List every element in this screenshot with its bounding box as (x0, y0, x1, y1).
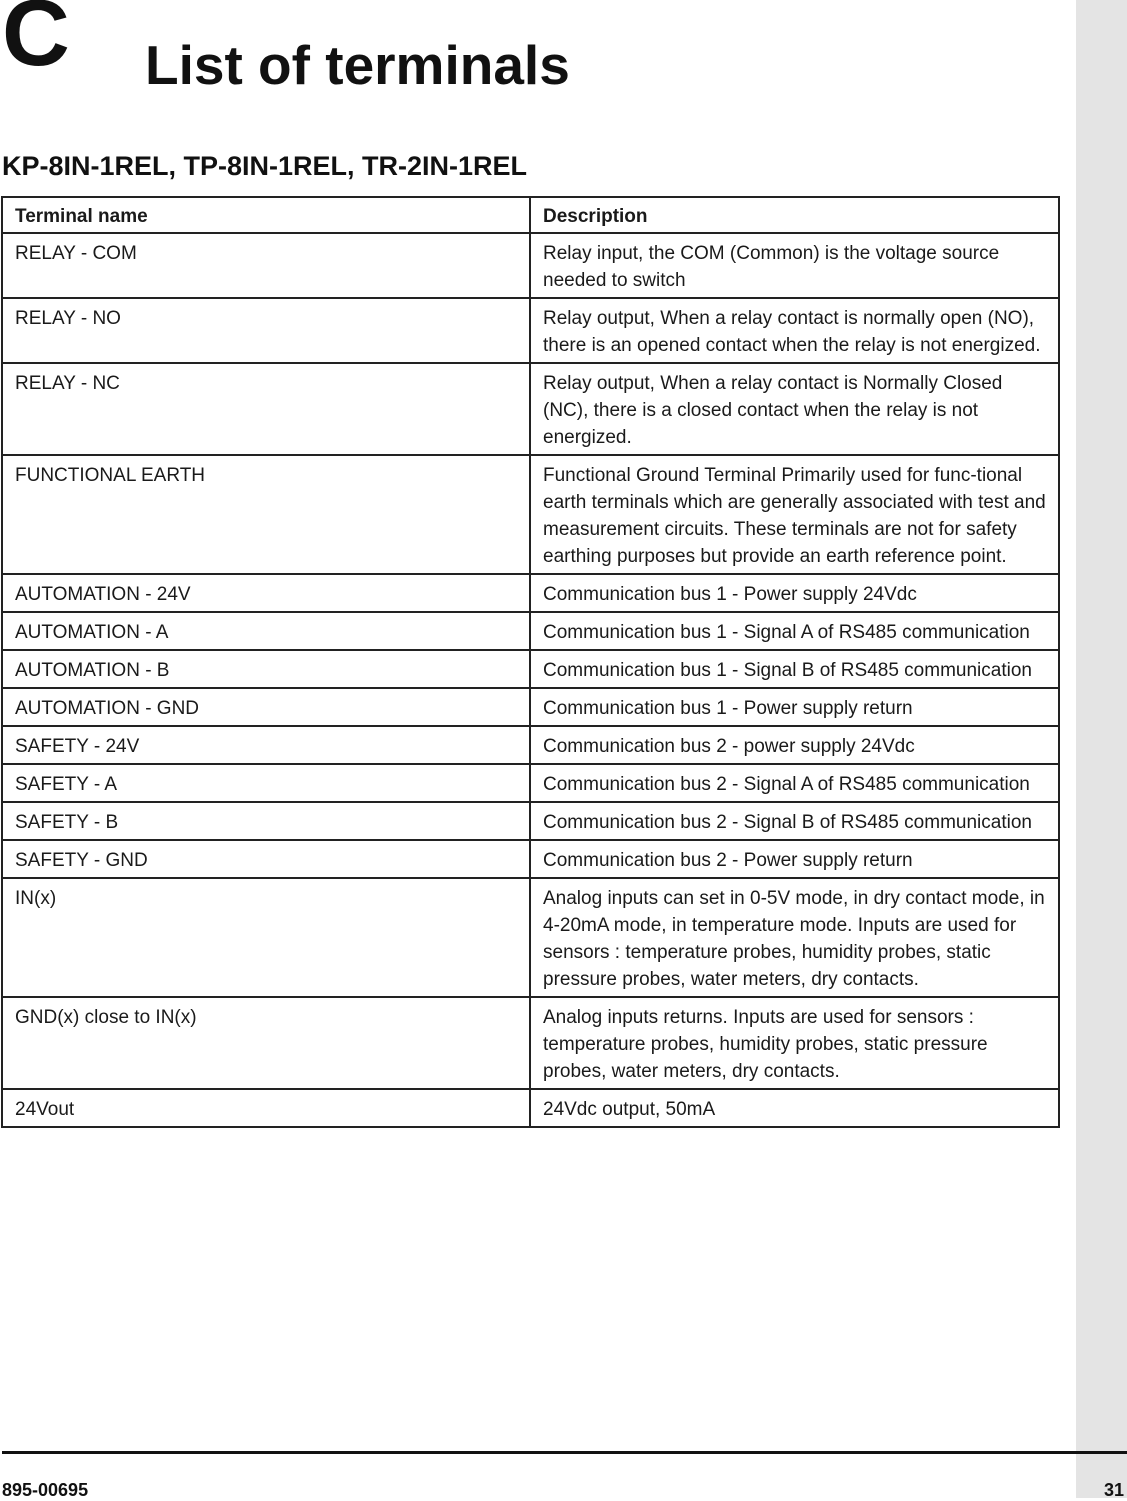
terminal-name-cell: AUTOMATION - A (2, 612, 530, 650)
table-row (2, 688, 1059, 726)
section-heading: KP-8IN-1REL, TP-8IN-1REL, TR-2IN-1REL (2, 151, 528, 181)
terminal-name-cell: GND(x) close to IN(x) (2, 997, 530, 1089)
table-row (2, 1089, 1059, 1127)
description-cell: Communication bus 2 - Power supply return (530, 840, 1059, 878)
terminal-name-cell: SAFETY - B (2, 802, 530, 840)
table-row (2, 650, 1059, 688)
page-number: 31 (1103, 1480, 1124, 1500)
description-cell: Communication bus 1 - Signal B of RS485 communication (530, 650, 1059, 688)
table-row (2, 726, 1059, 764)
table-row (2, 802, 1059, 840)
description-cell: Communication bus 2 - Signal A of RS485 communication (530, 764, 1059, 802)
table-row (2, 878, 1059, 997)
table-row (2, 298, 1059, 363)
table-row (2, 455, 1059, 574)
terminal-name-cell: SAFETY - GND (2, 840, 530, 878)
description-cell: Analog inputs can set in 0-5V mode, in dry contact mode, in 4-20mA mode, in temperature mode. Inputs are used for sensors : temperature probes, humidity probes, static pressure probes, water meters, dry contacts. (530, 878, 1059, 997)
table-row (2, 840, 1059, 878)
description-cell: 24Vdc output, 50mA (530, 1089, 1059, 1127)
terminal-name-cell: RELAY - NO (2, 298, 530, 363)
description-cell: Relay output, When a relay contact is normally open (NO), there is an opened contact when the relay is not energized. (530, 298, 1059, 363)
terminal-name-cell: 24Vout (2, 1089, 530, 1127)
description-cell: Functional Ground Terminal Primarily used for func-tional earth terminals which are generally associated with test and measurement circuits. These terminals are not for safety earthing purposes but provide an earth reference point. (530, 455, 1059, 574)
column-header-description: Description (530, 197, 1059, 233)
terminal-name-cell: SAFETY - 24V (2, 726, 530, 764)
terminal-name-cell: AUTOMATION - B (2, 650, 530, 688)
terminal-name-cell: IN(x) (2, 878, 530, 997)
description-cell: Communication bus 1 - Power supply 24Vdc (530, 574, 1059, 612)
document-number: 895-00695 (2, 1480, 89, 1500)
footer-divider (2, 1451, 1127, 1454)
terminal-name-cell: FUNCTIONAL EARTH (2, 455, 530, 574)
page-title: List of terminals (145, 34, 570, 96)
description-cell: Relay input, the COM (Common) is the voltage source needed to switch (530, 233, 1059, 298)
description-cell: Communication bus 2 - Signal B of RS485 communication (530, 802, 1059, 840)
terminal-name-cell: RELAY - COM (2, 233, 530, 298)
terminal-name-cell: AUTOMATION - 24V (2, 574, 530, 612)
table-row (2, 574, 1059, 612)
terminal-name-cell: AUTOMATION - GND (2, 688, 530, 726)
table-row (2, 764, 1059, 802)
terminal-name-cell: RELAY - NC (2, 363, 530, 455)
table-header-row (2, 197, 1059, 233)
terminal-table (1, 196, 1060, 1128)
terminal-name-cell: SAFETY - A (2, 764, 530, 802)
description-cell: Communication bus 1 - Power supply return (530, 688, 1059, 726)
description-cell: Communication bus 2 - power supply 24Vdc (530, 726, 1059, 764)
table-row (2, 997, 1059, 1089)
table-row (2, 363, 1059, 455)
column-header-terminal-name: Terminal name (2, 197, 530, 233)
description-cell: Communication bus 1 - Signal A of RS485 communication (530, 612, 1059, 650)
description-cell: Analog inputs returns. Inputs are used for sensors : temperature probes, humidity probes, static pressure probes, water meters, dry contacts. (530, 997, 1059, 1089)
appendix-letter: C (2, 0, 70, 85)
table-row (2, 233, 1059, 298)
table-row (2, 612, 1059, 650)
side-margin-strip (1076, 0, 1127, 1498)
description-cell: Relay output, When a relay contact is Normally Closed (NC), there is a closed contact when the relay is not energized. (530, 363, 1059, 455)
